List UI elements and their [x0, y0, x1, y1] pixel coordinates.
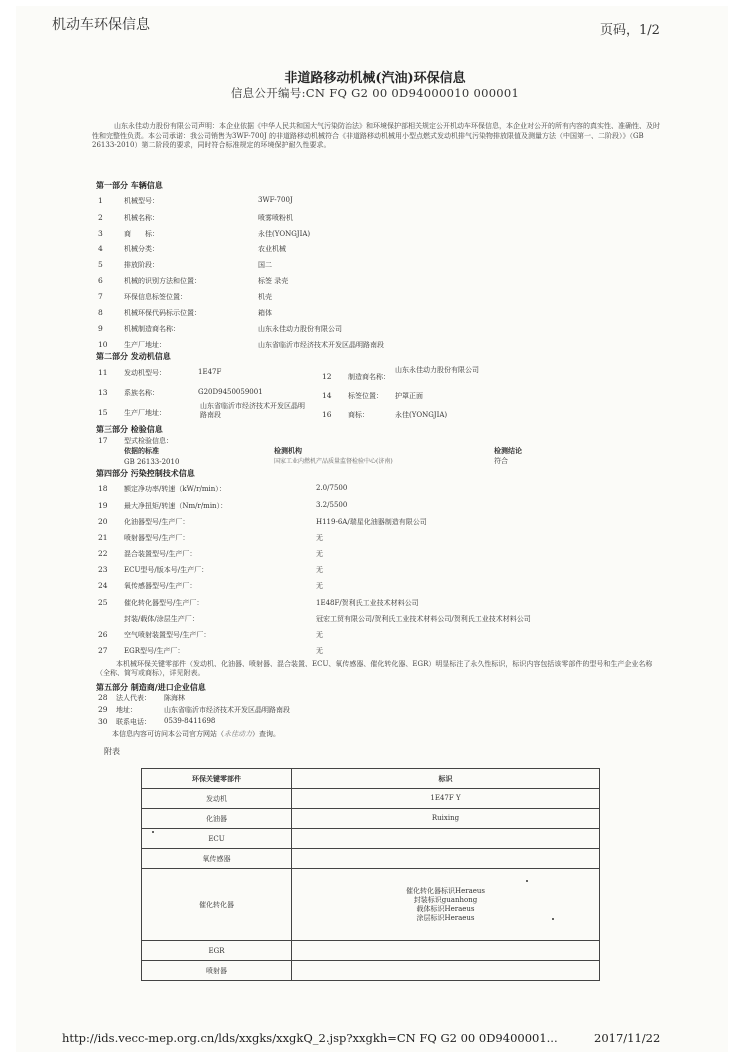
row-label: 化油器型号/生产厂： — [124, 518, 190, 526]
row-num: 9 — [98, 324, 103, 333]
row-num: 25 — [98, 598, 108, 607]
part5-heading: 第五部分 制造商/进口企业信息 — [96, 682, 206, 692]
row-label: 混合装置型号/生产厂： — [124, 550, 197, 558]
closing-post: ）查询。 — [252, 730, 280, 738]
row-label: 机械环保代码标示位置： — [124, 309, 201, 317]
row-num: 18 — [98, 484, 108, 493]
row-num: 30 — [98, 717, 108, 726]
table-row — [142, 941, 600, 961]
mark-cell — [292, 869, 600, 941]
part2-heading: 第二部分 发动机信息 — [96, 351, 171, 361]
row-label: 发动机型号： — [124, 369, 166, 377]
mark-line: 载体标识Heraeus — [416, 904, 475, 913]
row-num: 1 — [98, 196, 103, 205]
inspection-org-header: 检测机构 — [274, 446, 302, 455]
row-value: 箱体 — [258, 309, 272, 317]
company-website-link[interactable]: 永佳动力 — [224, 730, 252, 738]
part-name-cell: 氧传感器 — [142, 849, 292, 869]
row-label: 机械分类： — [124, 245, 159, 253]
row-value: 永佳(YONGJIA) — [395, 411, 448, 419]
mark-cell — [292, 961, 600, 981]
row-label: 机械名称： — [124, 214, 159, 222]
part4-heading: 第四部分 污染控制技术信息 — [96, 468, 195, 478]
row-num: 26 — [98, 630, 108, 639]
row-value: 无 — [316, 566, 323, 574]
row-value: H119-6A/瑞星化油器制造有限公司 — [316, 518, 427, 526]
row-label: 氧传感器型号/生产厂： — [124, 582, 197, 590]
row-label: 型式检验信息： — [124, 437, 173, 445]
row-num: 29 — [98, 705, 108, 714]
row-label: 法人代表： — [116, 694, 151, 702]
part-name-cell: ECU — [142, 829, 292, 849]
row-num: 21 — [98, 533, 108, 542]
row-num: 14 — [322, 391, 332, 400]
scan-speck — [552, 918, 554, 920]
inspection-standard-header: 依据的标准 — [124, 446, 159, 455]
row-num: 27 — [98, 646, 108, 655]
scan-speck — [152, 831, 154, 833]
row-num: 4 — [98, 244, 103, 253]
row-value: 无 — [316, 631, 323, 639]
table-row — [142, 809, 600, 829]
row-value: 1E48F/贺利氏工业技术材料公司 — [316, 599, 419, 607]
table-header-row — [142, 769, 600, 789]
intro-paragraph: 山东永佳动力股份有限公司声明：本企业依据《中华人民共和国大气污染防治法》和环境保护部相关规定公开机动车环保信息，本企业对公开的所有内容的真实性、准确性、及时性和完整性负责。本公司承诺：我公司销售为3WF-700J 的非道路移动机械符合《非道路移动机械用小型点燃式发动机排气污染物排放限值及测量方法（中国第一、二阶段）》（GB 26133-2010）第二阶段的要求，同时符合标准规定的环境保护耐久性要求。 — [92, 122, 660, 149]
footer-url: http://ids.vecc-mep.org.cn/lds/xxgks/xxgkQ_2.jsp?xxgkh=CN FQ G2 00 0D9400001... — [62, 1031, 558, 1045]
row-label: 系族名称： — [124, 389, 159, 397]
mark-line: 催化转化器标识Heraeus — [405, 886, 485, 895]
mark-cell — [292, 789, 600, 809]
part-name-cell: 催化转化器 — [142, 869, 292, 941]
row-label: 环保信息标签位置： — [124, 293, 187, 301]
row-value: 0539-8411698 — [164, 717, 216, 725]
row-num: 6 — [98, 276, 103, 285]
row-label: 生产厂地址： — [124, 409, 166, 417]
row-value: 机壳 — [258, 293, 272, 301]
row-value: 山东省临沂市经济技术开发区晶明路南段 — [164, 706, 290, 714]
row-num: 22 — [98, 549, 108, 558]
row-num: 5 — [98, 260, 103, 269]
row-label: 地址： — [116, 706, 137, 714]
row-label: 机械的识别方法和位置： — [124, 277, 201, 285]
mark-cell — [292, 849, 600, 869]
row-value: G20D9450059001 — [198, 388, 263, 396]
mark-line: 封装标识guanhong — [413, 895, 478, 904]
table-row — [142, 849, 600, 869]
mark-cell — [292, 809, 600, 829]
row-label: 商 标： — [124, 230, 159, 238]
doc-subtitle: 信息公开编号:CN FQ G2 00 0D94000010 000001 — [230, 86, 520, 100]
part4-note: 本机械环保关键零部件（发动机、化油器、喷射器、混合装置、ECU、氧传感器、催化转化器、EGR）明显标注了永久性标识，标识内容包括该零部件的型号和生产企业名称（全称、简写或商标），详见附表。 — [96, 660, 653, 677]
row-num: 17 — [98, 436, 108, 445]
row-num: 13 — [98, 388, 108, 397]
row-value: 无 — [316, 582, 323, 590]
table-row — [142, 829, 600, 849]
row-num: 20 — [98, 517, 108, 526]
row-value: 山东省临沂市经济技术开发区晶明路南段 — [200, 402, 305, 419]
row-label: 联系电话： — [116, 718, 151, 726]
closing-line — [112, 729, 280, 739]
row-num: 3 — [98, 229, 103, 238]
row-num: 23 — [98, 565, 108, 574]
row-value: 农业机械 — [258, 245, 286, 253]
row-label: 空气喷射装置型号/生产厂： — [124, 631, 211, 639]
row-num: 7 — [98, 292, 103, 301]
row-label: EGR型号/生产厂： — [124, 647, 185, 655]
inspection-standard: GB 26133-2010 — [124, 458, 180, 466]
footer-date: 2017/11/22 — [594, 1031, 661, 1045]
mark-line: 1E47F Y — [430, 794, 461, 802]
row-value: 1E47F — [198, 368, 222, 376]
row-num: 10 — [98, 340, 108, 349]
row-num: 8 — [98, 308, 103, 317]
row-num: 16 — [322, 410, 332, 419]
row-value: 永佳(YONGJIA) — [258, 230, 311, 238]
part-name-cell: 喷射器 — [142, 961, 292, 981]
row-value: 3WF-700J — [258, 196, 293, 204]
row-label: ECU型号/版本号/生产厂： — [124, 566, 209, 574]
table-header-cell: 标识 — [292, 769, 600, 789]
part-name-cell: EGR — [142, 941, 292, 961]
row-label: 排放阶段： — [124, 261, 159, 269]
part-name-cell: 发动机 — [142, 789, 292, 809]
row-value: 2.0/7500 — [316, 484, 348, 492]
row-value: 3.2/5500 — [316, 501, 348, 509]
inspection-result: 符合 — [494, 457, 508, 465]
part1-heading: 第一部分 车辆信息 — [96, 180, 163, 190]
part-name-cell: 化油器 — [142, 809, 292, 829]
row-label: 商标： — [348, 411, 369, 419]
mark-cell — [292, 941, 600, 961]
table-row — [142, 869, 600, 941]
row-value: 陈海林 — [164, 694, 185, 702]
mark-line: Ruixing — [431, 814, 460, 822]
row-value: 护罩正面 — [395, 392, 423, 400]
row-label: 最大净扭矩/转速（Nm/r/min）： — [124, 502, 228, 510]
row-value: 喷雾喷粉机 — [258, 214, 293, 222]
row-label: 机械型号： — [124, 197, 159, 205]
table-row — [142, 961, 600, 981]
header-left: 机动车环保信息 — [52, 17, 150, 33]
mark-line: 涂层标识Heraeus — [416, 913, 475, 922]
row-value: 无 — [316, 647, 323, 655]
table-header-cell: 环保关键零部件 — [142, 769, 292, 789]
row-value: 山东永佳动力股份有限公司 — [395, 366, 479, 374]
row-num: 2 — [98, 213, 103, 222]
row-label: 额定净功率/转速（kW/r/min）： — [124, 485, 226, 493]
closing-pre: 本信息内容可访问本公司官方网站（ — [112, 730, 224, 738]
row-num: 28 — [98, 693, 108, 702]
row-label: 制造商名称： — [348, 373, 390, 381]
inspection-org: 国家工业内燃机产品质量监督检验中心(济南) — [274, 458, 393, 465]
row-num: 19 — [98, 501, 108, 510]
row-label: 封装/载体/涂层生产厂： — [124, 615, 199, 623]
mark-cell — [292, 829, 600, 849]
row-label: 机械制造商名称： — [124, 325, 180, 333]
row-label: 生产厂地址： — [124, 341, 166, 349]
row-value: 国二 — [258, 261, 272, 269]
row-value: 山东永佳动力股份有限公司 — [258, 325, 342, 333]
attachment-label: 附表 — [104, 747, 120, 756]
row-num: 15 — [98, 408, 108, 417]
table-row — [142, 789, 600, 809]
row-num: 24 — [98, 581, 108, 590]
row-value: 山东省临沂市经济技术开发区晶明路南段 — [258, 341, 384, 349]
row-num: 12 — [322, 372, 332, 381]
row-label: 标签位置： — [348, 392, 383, 400]
row-value: 无 — [316, 550, 323, 558]
attachment-table — [141, 768, 600, 981]
row-value: 无 — [316, 534, 323, 542]
part3-heading: 第三部分 检验信息 — [96, 424, 163, 434]
row-num: 11 — [98, 368, 108, 377]
scan-speck — [526, 880, 528, 882]
doc-title: 非道路移动机械(汽油)环保信息 — [284, 71, 466, 86]
inspection-result-header: 检测结论 — [494, 446, 522, 455]
page-number: 页码，1/2 — [600, 23, 660, 38]
row-label: 催化转化器型号/生产厂： — [124, 599, 204, 607]
row-label: 喷射器型号/生产厂： — [124, 534, 190, 542]
row-value: 标签 录壳 — [258, 277, 289, 285]
row-value: 冠宏工贸有限公司/贺利氏工业技术材料公司/贺利氏工业技术材料公司 — [316, 615, 531, 623]
